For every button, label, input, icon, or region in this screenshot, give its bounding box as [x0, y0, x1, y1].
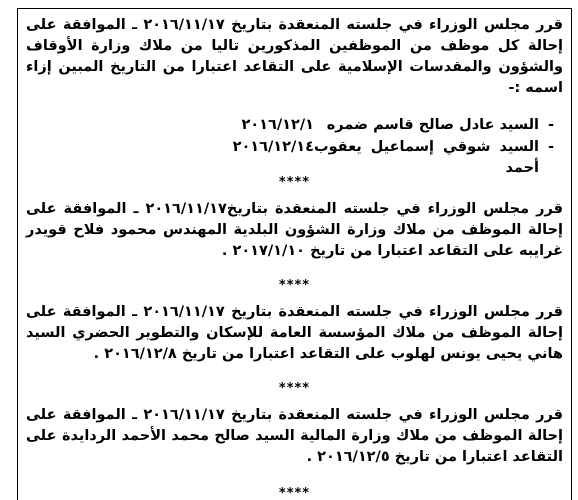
decision-1-intro: قرر مجلس الوزراء في جلسته المنعقدة بتاريخ ٢٠١٦/١١/١٧ ـ الموافقة على إحالة كل موظف من الموظفين المذكورين تاليا من ملاك وزارة الأوقاف والشؤون والمقدسات الإسلامية على التقاعد اعتبارا من التاريخ المبين إزاء اسمه :- [26, 17, 563, 96]
retirement-date: ٢٠١٦/١٢/١٤ [232, 139, 314, 155]
section-separator: **** [278, 175, 311, 190]
list-bullet: - [547, 117, 555, 133]
document-content [26, 15, 563, 500]
list-item [26, 137, 563, 176]
document-page [17, 8, 572, 500]
section-separator: **** [278, 381, 311, 396]
decision-2-text: قرر مجلس الوزراء في جلسته المنعقدة بتاريخ٢٠١٦/١١/١٧ ـ الموافقة على إحالة الموظف من ملاك وزارة الشؤون البلدية المهندس محمود فلاح قويدر غرايبه على التقاعد اعتبارا من تاريخ ٢٠١٧/١/١٠ . [26, 201, 563, 259]
decision-4-text: قرر مجلس الوزراء في جلسته المنعقدة بتاريخ ٢٠١٦/١١/١٧ ـ الموافقة على إحالة الموظف من ملاك وزارة المالية السيد صالح محمد الأحمد الردايدة على التقاعد اعتبارا من تاريخ ٢٠١٦/١٢/٥ . [26, 407, 563, 465]
retirement-date: ٢٠١٦/١٢/١ [241, 117, 314, 133]
list-bullet: - [547, 139, 555, 155]
retiree-name: السيد عادل صالح قاسم ضمره [326, 117, 539, 133]
retiree-name: السيد شوقي إسماعيل يعقوب أحمد [314, 139, 539, 176]
section-separator: **** [278, 486, 311, 500]
decision-3-text: قرر مجلس الوزراء في جلسته المنعقدة بتاريخ ٢٠١٦/١١/١٧ ـ الموافقة على إحالة الموظف من ملاك المؤسسة العامة للإسكان والتطوير الحضري السيد هاني يحيى يونس لهلوب على التقاعد اعتبارا من تاريخ ٢٠١٦/١٢/٨ . [26, 304, 563, 362]
list-item [26, 115, 563, 137]
section-separator: **** [278, 278, 311, 293]
retirees-list [26, 115, 563, 176]
